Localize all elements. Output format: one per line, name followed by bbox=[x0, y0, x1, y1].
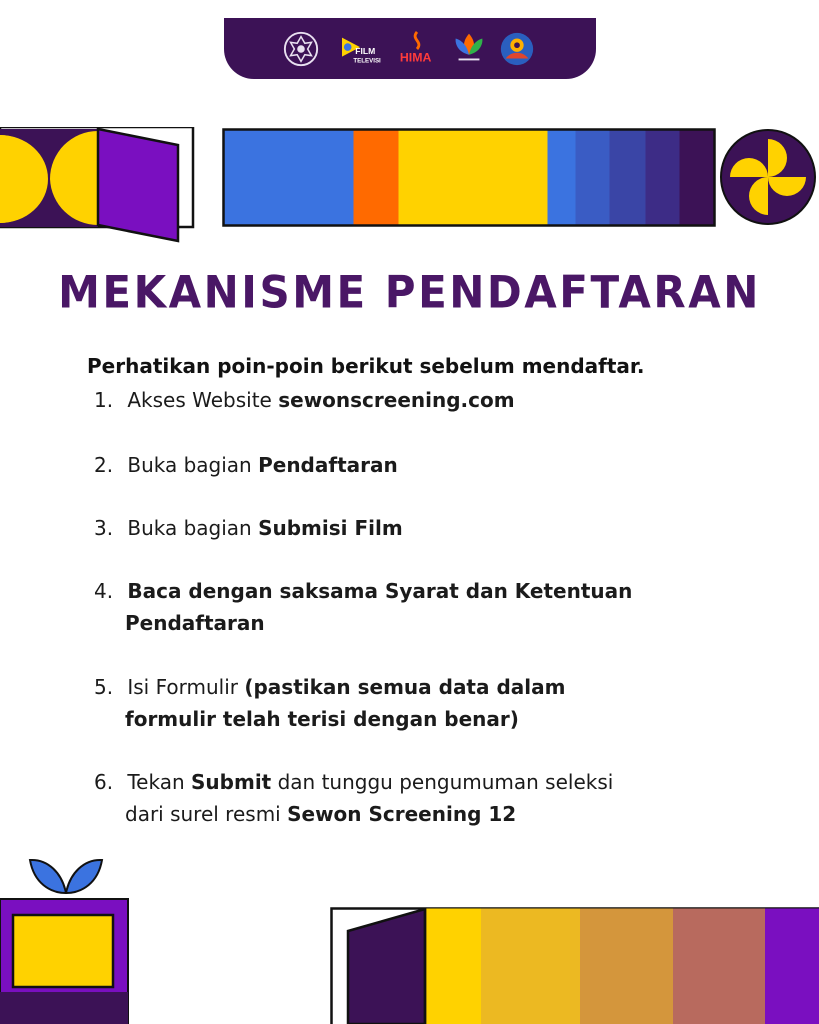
list-item-step-3: 3. Buka bagian Submisi Film bbox=[94, 516, 403, 540]
emblem-logo-icon bbox=[282, 30, 320, 68]
svg-text:HIMA: HIMA bbox=[399, 50, 432, 65]
tv-decoration bbox=[0, 855, 132, 1024]
intro-text: Perhatikan poin-poin berikut sebelum mendaftar. bbox=[87, 354, 645, 378]
hima-logo-icon bbox=[396, 30, 438, 68]
svg-text:TELEVISI: TELEVISI bbox=[353, 57, 381, 65]
list-item-step-2: 2. Buka bagian Pendaftaran bbox=[94, 453, 398, 477]
bottom-color-strip-decoration bbox=[330, 907, 819, 1024]
pinwheel-decoration bbox=[719, 128, 817, 226]
list-item-step-6: 6. Tekan Submit dan tunggu pengumuman seleksi dari surel resmi Sewon Screening 12 bbox=[94, 770, 614, 826]
illustration-logo-icon bbox=[498, 30, 536, 68]
page-title: MEKANISME PENDAFTARAN bbox=[58, 266, 761, 319]
film-televisi-logo-icon bbox=[338, 30, 384, 68]
list-item-step-5: 5. Isi Formulir (pastikan semua data dalam formulir telah terisi dengan benar) bbox=[94, 675, 566, 731]
list-item-step-4: 4. Baca dengan saksama Syarat dan Ketentuan Pendaftaran bbox=[94, 579, 633, 635]
logo-bar bbox=[224, 18, 596, 79]
svg-text:FILM: FILM bbox=[355, 45, 376, 56]
half-circles-decoration bbox=[0, 127, 200, 245]
list-item-step-1: 1. Akses Website sewonscreening.com bbox=[94, 388, 515, 412]
color-strip-decoration bbox=[222, 128, 716, 228]
lotus-logo-icon bbox=[450, 30, 488, 68]
